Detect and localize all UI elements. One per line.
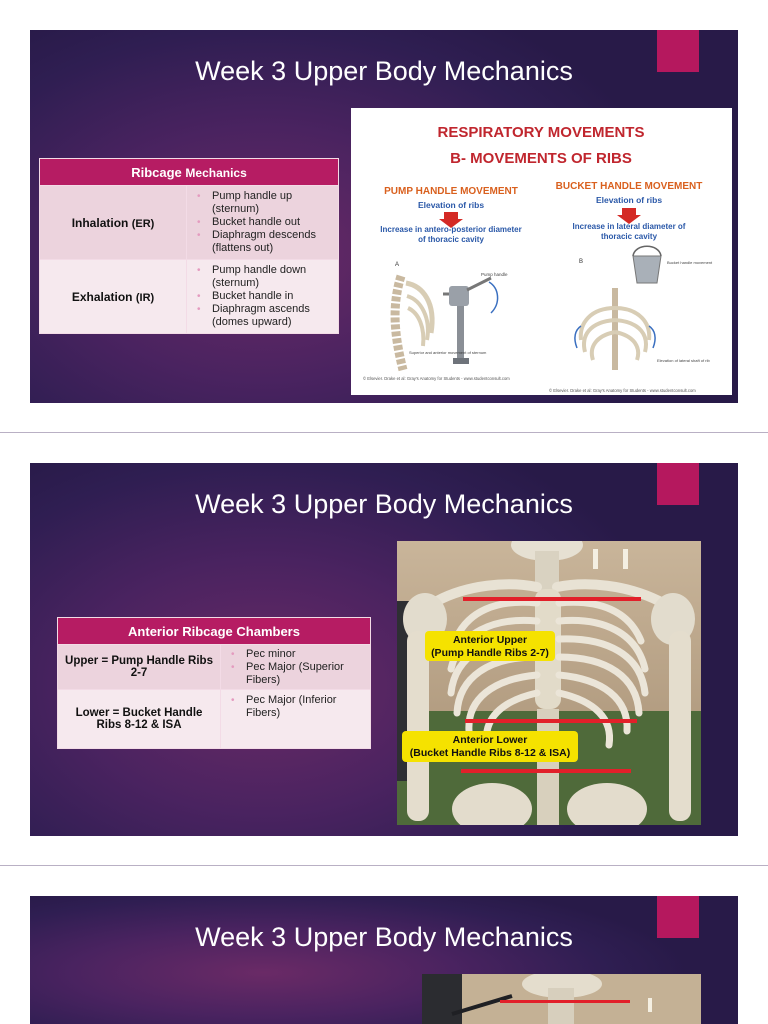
row-items <box>187 186 339 260</box>
svg-text:(Bucket Handle Ribs 8-12 & ISA: (Bucket Handle Ribs 8-12 & ISA) <box>409 747 571 759</box>
svg-text:PUMP HANDLE MOVEMENT: PUMP HANDLE MOVEMENT <box>384 186 518 197</box>
list-item: • Pec Major (Superior Fibers) <box>246 661 369 687</box>
skeleton-photo-illustration <box>397 541 701 825</box>
svg-text:Superior and anterior movement: Superior and anterior movement of sternum <box>409 350 487 355</box>
list-item: • Diaphragm ascends (domes upward) <box>212 303 337 329</box>
list-item: • Bucket handle in <box>212 290 337 303</box>
svg-text:thoracic cavity: thoracic cavity <box>600 232 658 241</box>
list-item: • Pec minor <box>246 648 369 661</box>
svg-text:A: A <box>395 262 400 268</box>
slide-3 <box>30 896 738 1024</box>
svg-text:© Elsevier. Drake et al: Gray': © Elsevier. Drake et al: Gray's Anatomy for Students - www.studentconsult.com <box>363 376 510 381</box>
red-line <box>461 769 631 773</box>
svg-text:Pump handle: Pump handle <box>481 272 508 277</box>
list-item: • Pec Major (Inferior Fibers) <box>246 694 369 720</box>
rib-movements-figure <box>351 108 732 395</box>
spine-illustration <box>395 276 432 370</box>
skeleton-photo-partial <box>422 974 701 1024</box>
list-item: • Diaphragm descends (flattens out) <box>212 229 337 255</box>
red-line <box>465 719 637 723</box>
svg-text:B: B <box>579 259 584 265</box>
slide-title: Week 3 Upper Body Mechanics <box>195 489 573 519</box>
ribcage-illustration <box>575 288 655 370</box>
slide-2 <box>30 463 738 836</box>
row-label: Exhalation (IR) <box>40 260 187 334</box>
slide-title: Week 3 Upper Body Mechanics <box>195 922 573 952</box>
red-line <box>500 1000 630 1003</box>
list-item: • Bucket handle out <box>212 216 337 229</box>
table-row <box>58 690 371 749</box>
anterior-ribcage-chambers-table <box>57 617 371 749</box>
svg-text:RESPIRATORY MOVEMENTS: RESPIRATORY MOVEMENTS <box>437 124 645 141</box>
slide-1 <box>30 30 738 403</box>
list-item: • Pump handle up (sternum) <box>212 190 337 216</box>
ribcage-mechanics-table <box>39 158 339 334</box>
svg-text:Elevation of ribs: Elevation of ribs <box>595 195 663 205</box>
svg-text:Increase in lateral diameter o: Increase in lateral diameter of <box>572 222 686 231</box>
row-label: Lower = Bucket Handle Ribs 8-12 & ISA <box>58 690 221 749</box>
skeleton-photo-partial-illustration <box>422 974 701 1024</box>
svg-text:Bucket handle movement: Bucket handle movement <box>667 260 713 265</box>
row-label: Inhalation (ER) <box>40 186 187 260</box>
row-items <box>221 690 371 749</box>
list-item: • Pump handle down (sternum) <box>212 264 337 290</box>
row-items <box>221 645 371 690</box>
svg-text:of thoracic cavity: of thoracic cavity <box>418 235 484 244</box>
slide-separator <box>0 865 768 866</box>
rib-movements-illustration <box>351 108 732 395</box>
skeleton-photo <box>397 541 701 825</box>
svg-text:Anterior Lower: Anterior Lower <box>452 734 528 746</box>
table-header: Anterior Ribcage Chambers <box>58 618 371 645</box>
svg-text:Anterior Upper: Anterior Upper <box>452 634 528 646</box>
slide-title: Week 3 Upper Body Mechanics <box>195 56 573 86</box>
table-row <box>40 260 339 334</box>
svg-text:Elevation of ribs: Elevation of ribs <box>417 200 485 210</box>
svg-text:BUCKET HANDLE MOVEMENT: BUCKET HANDLE MOVEMENT <box>555 181 703 192</box>
svg-text:Increase in antero-posterior d: Increase in antero-posterior diameter <box>380 225 522 234</box>
svg-text:© Elsevier. Drake et al: Gray': © Elsevier. Drake et al: Gray's Anatomy for Students - www.studentconsult.com <box>549 388 696 393</box>
row-label: Upper = Pump Handle Ribs 2-7 <box>58 645 221 690</box>
svg-text:(Pump Handle Ribs 2-7): (Pump Handle Ribs 2-7) <box>431 647 549 659</box>
table-header: Ribcage Mechanics <box>40 159 339 186</box>
slide-separator <box>0 432 768 433</box>
table-row <box>40 186 339 260</box>
table-row <box>58 645 371 690</box>
svg-text:B- MOVEMENTS OF RIBS: B- MOVEMENTS OF RIBS <box>450 150 632 167</box>
svg-text:Elevation of lateral shaft of: Elevation of lateral shaft of rib <box>657 358 710 363</box>
red-line <box>463 597 641 601</box>
bucket-illustration <box>633 246 661 283</box>
row-items <box>187 260 339 334</box>
